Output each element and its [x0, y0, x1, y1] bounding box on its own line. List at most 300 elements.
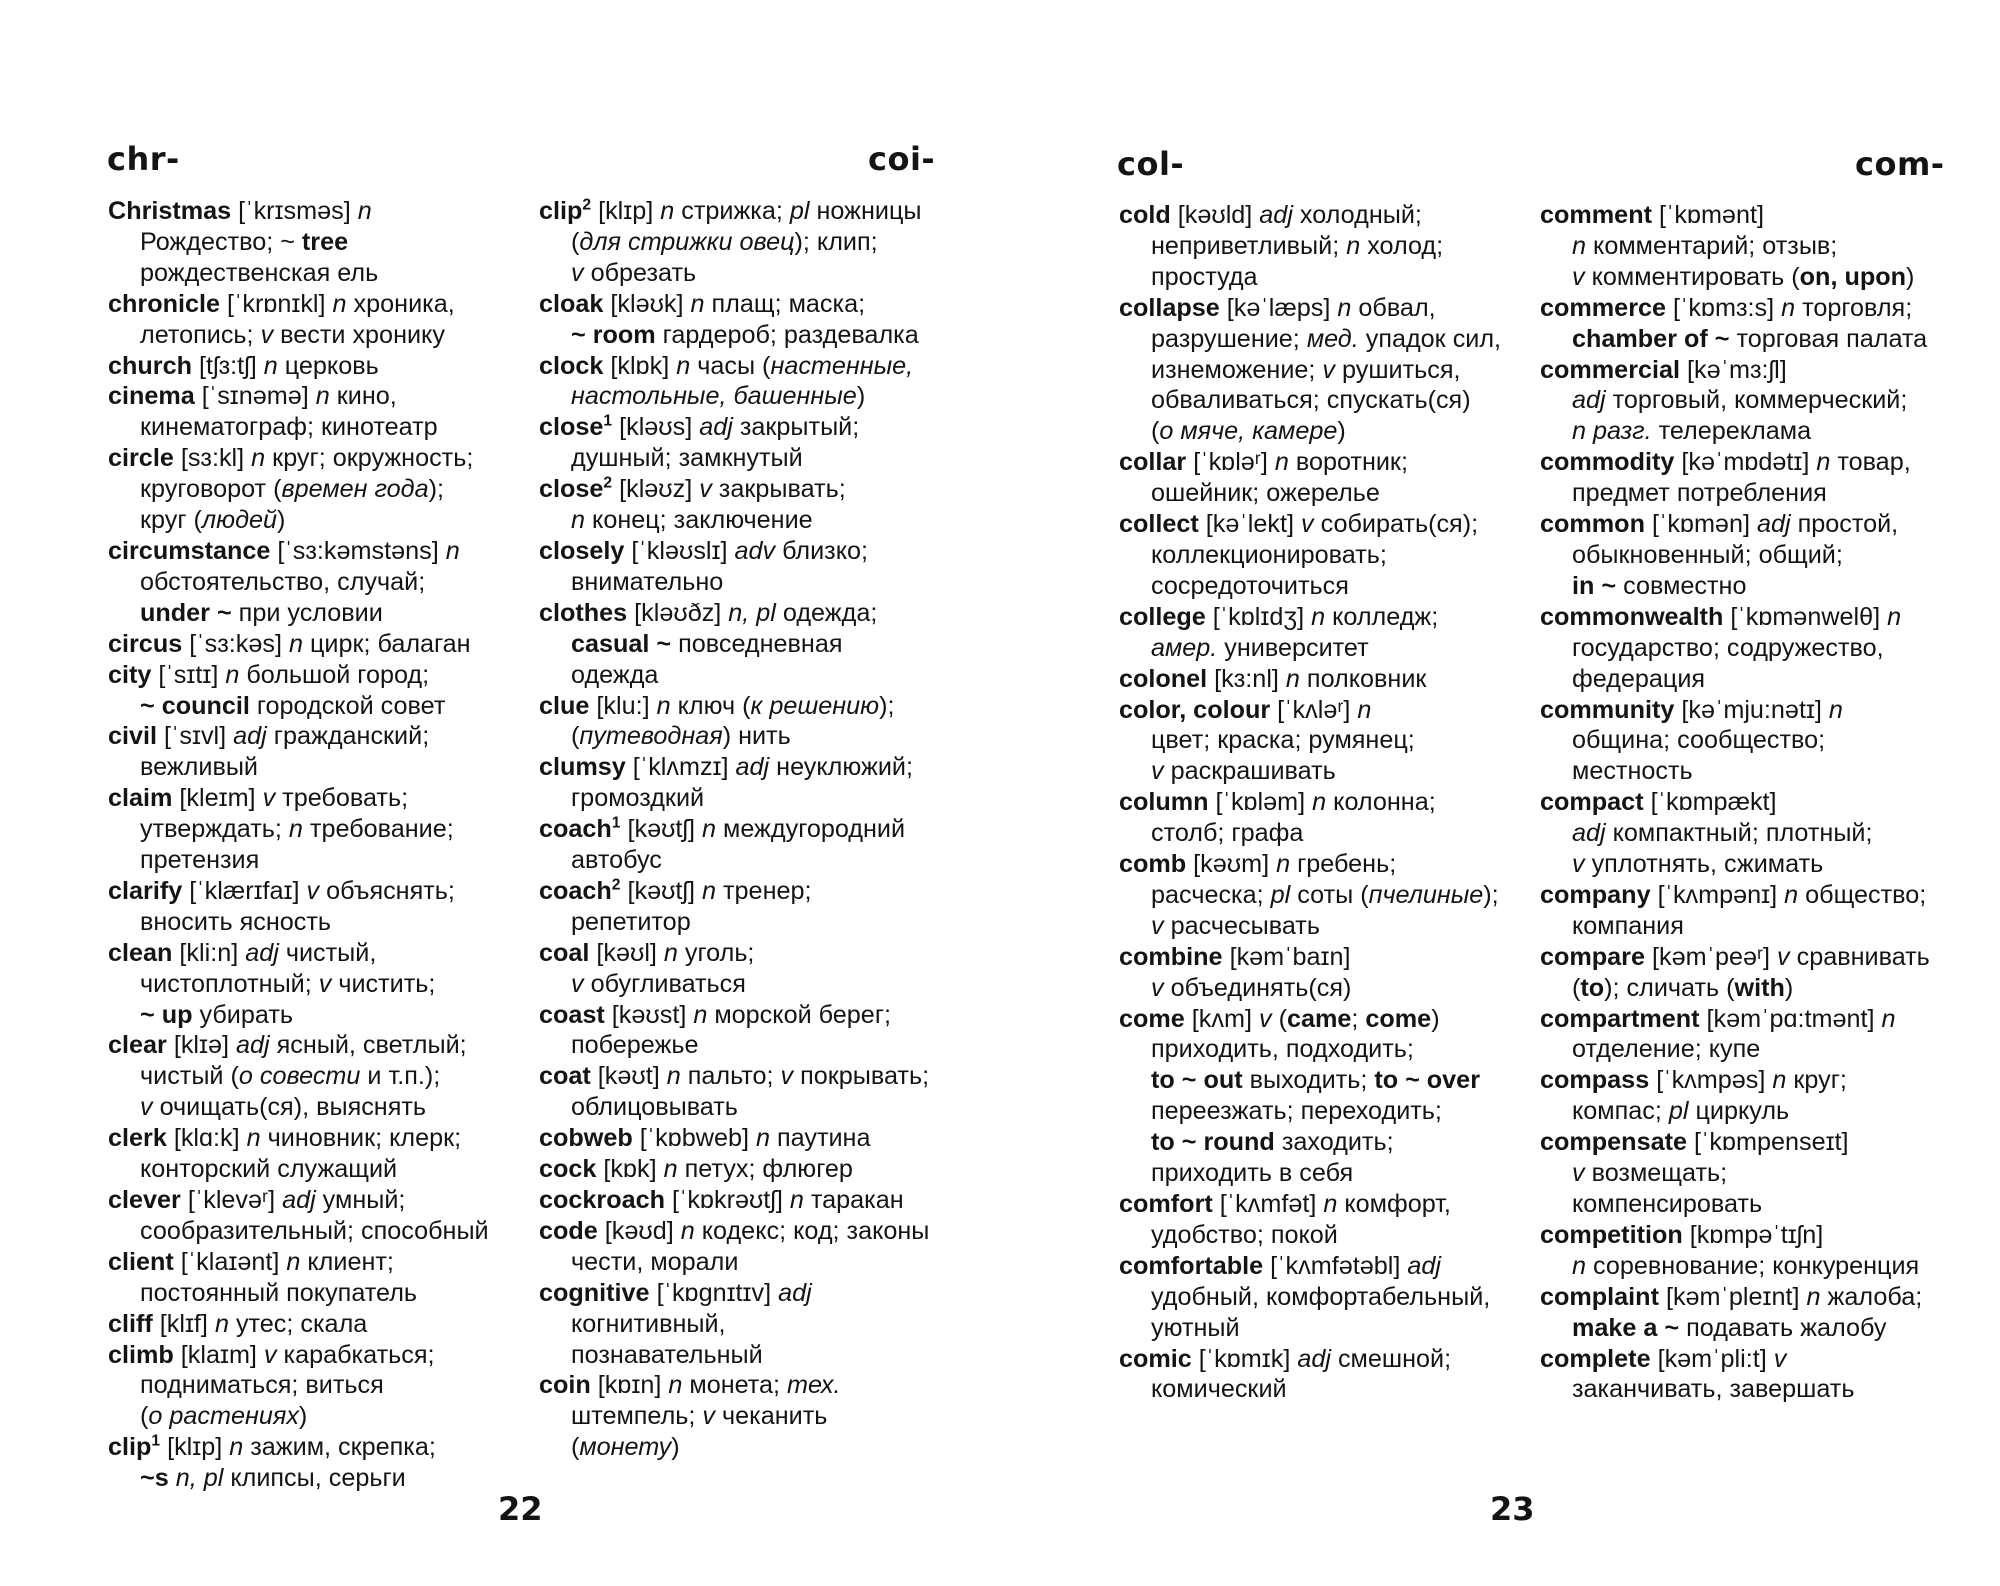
translation-text: совместно [1616, 571, 1747, 600]
entry-first-line [1540, 1282, 1960, 1313]
grammar-label: n [702, 815, 717, 844]
translation-text: [klɪp] [591, 197, 661, 225]
grammar-label: n [229, 1433, 244, 1462]
dictionary-entry [539, 412, 959, 474]
entry-continuation-line [539, 258, 959, 289]
phrase-text: in ~ [1572, 571, 1617, 600]
entry-continuation-line [539, 320, 959, 351]
grammar-label: n [660, 197, 675, 225]
entry-continuation-line [539, 783, 959, 814]
translation-text: [ˈkʌmfət] [1212, 1190, 1324, 1218]
headword: comfort [1119, 1190, 1213, 1218]
translation-text: обвал, [1351, 293, 1436, 322]
translation-text: ); клип; [794, 227, 878, 256]
entry-first-line [539, 536, 959, 567]
dictionary-entry [1119, 509, 1529, 602]
entry-continuation-line [1119, 756, 1529, 787]
headword: competition [1540, 1220, 1683, 1249]
entry-continuation-line [1540, 1158, 1960, 1189]
grammar-label: n [789, 1186, 804, 1214]
entry-first-line [539, 196, 959, 227]
translation-text: часы ( [690, 351, 771, 380]
dictionary-entry [1540, 509, 1960, 602]
entry-first-line [108, 1123, 508, 1154]
translation-text: [ˈklærɪfaɪ] [182, 876, 307, 905]
translation-text: кодекс; код; законы [694, 1216, 930, 1245]
translation-text: обугливаться [583, 969, 746, 998]
entry-continuation-line [108, 1000, 508, 1031]
dictionary-entry [108, 1030, 508, 1123]
dictionary-entry [539, 1278, 959, 1371]
translation-text: плащ; маска; [704, 289, 866, 318]
entry-first-line [539, 752, 959, 783]
grammar-label: n [445, 536, 460, 565]
translation-text: [ˈkʌmfətəbl] [1263, 1251, 1408, 1280]
translation-text: требование; [302, 815, 454, 844]
translation-text: [kli:n] [172, 938, 246, 967]
entry-continuation-line [539, 1030, 959, 1061]
grammar-label: adj [1297, 1344, 1331, 1373]
translation-text: [kəˈmɒdətɪ] [1674, 448, 1817, 477]
grammar-label: n [1887, 602, 1902, 631]
translation-text: холод; [1360, 231, 1444, 260]
entry-continuation-line [108, 320, 508, 351]
grammar-label: pl [1270, 880, 1291, 909]
translation-text: [kəʊld] [1170, 201, 1260, 229]
translation-text: [ˈkɒləʳ] [1186, 448, 1275, 477]
translation-text: [kləʊz] [612, 475, 700, 504]
headword: cold [1119, 201, 1171, 229]
translation-text: товар, [1830, 448, 1911, 477]
translation-text: приходить в себя [1151, 1159, 1354, 1188]
entry-first-line [108, 1432, 508, 1463]
phrase-text: to ~ round [1151, 1128, 1275, 1157]
entry-first-line [1540, 787, 1960, 818]
grammar-label: n [225, 660, 240, 689]
homonym-index: 2 [582, 196, 592, 214]
grammar-label: adj [245, 938, 279, 967]
translation-text: пальто; [680, 1062, 781, 1091]
entry-first-line [1119, 942, 1529, 973]
translation-text: объединять(ся) [1163, 973, 1352, 1002]
translation-text: требовать; [275, 784, 409, 813]
grammar-label: n [1274, 448, 1289, 477]
headword: coast [539, 1000, 605, 1029]
translation-text: умный; [315, 1186, 406, 1214]
grammar-label: n [214, 1309, 229, 1338]
grammar-label: v [1151, 911, 1164, 940]
homonym-index: 1 [151, 1432, 161, 1450]
translation-text: циркуль [1688, 1097, 1790, 1126]
translation-text: [kəmˈbaɪn] [1222, 942, 1351, 971]
headword: clothes [539, 598, 628, 627]
translation-text: [ˈsɜ:kəmstəns] [270, 536, 446, 565]
dictionary-entry [539, 1185, 959, 1216]
dictionary-entry [1540, 447, 1960, 509]
entry-continuation-line [1119, 1158, 1529, 1189]
dictionary-entry [108, 443, 508, 536]
translation-text: когнитивный, [571, 1309, 726, 1338]
grammar-label: n [286, 1247, 301, 1276]
translation-text: переезжать; переходить; [1151, 1097, 1442, 1126]
headword: close [539, 413, 604, 442]
grammar-label: n [755, 1124, 770, 1153]
translation-text: отделение; купе [1572, 1035, 1761, 1064]
grammar-label: n [288, 815, 303, 844]
translation-text: [ˈkɒmənt] [1651, 201, 1764, 229]
translation-text: сосредоточиться [1151, 571, 1349, 600]
grammar-label: n [1285, 664, 1300, 693]
translation-text: [ˈkɒləm] [1208, 788, 1313, 817]
grammar-label: pl [1668, 1097, 1689, 1126]
entry-first-line [1119, 1004, 1529, 1035]
entry-continuation-line [108, 474, 508, 505]
headword: collar [1119, 448, 1187, 477]
entry-continuation-line [108, 1463, 508, 1494]
headword: combine [1119, 942, 1223, 971]
translation-text: круг; окружность; [265, 444, 474, 473]
entry-first-line [1540, 1344, 1960, 1375]
entry-first-line [539, 1123, 959, 1154]
entry-continuation-line [539, 227, 959, 258]
headword: common [1540, 510, 1645, 539]
translation-text: общество; [1798, 880, 1927, 909]
translation-text: [ˈkɒkrəʊtʃ] [665, 1186, 790, 1214]
translation-text: [kləʊk] [603, 289, 691, 318]
phrase-text: to ~ over [1374, 1066, 1480, 1095]
entry-continuation-line [108, 505, 508, 536]
entry-first-line [1119, 849, 1529, 880]
translation-text: ) [298, 1402, 308, 1431]
dictionary-entry [1540, 787, 1960, 880]
grammar-label: v [1777, 942, 1790, 971]
dictionary-entry [108, 660, 508, 722]
entry-continuation-line [108, 567, 508, 598]
entry-continuation-line [108, 227, 508, 258]
translation-text: собирать(ся); [1313, 510, 1479, 539]
translation-text: ) [1337, 417, 1346, 446]
grammar-label: n [1806, 1282, 1821, 1311]
dictionary-entry [108, 381, 508, 443]
grammar-label: к решению [750, 691, 880, 720]
dictionary-entry [1540, 942, 1960, 1004]
translation-text: [ˈkɒgnɪtɪv] [649, 1278, 779, 1307]
translation-text: удобство; покой [1151, 1220, 1338, 1249]
headword: cinema [108, 382, 195, 411]
dictionary-entry [108, 1185, 508, 1247]
headword: column [1119, 788, 1209, 817]
entry-continuation-line [539, 845, 959, 876]
translation-text: громоздкий [571, 784, 705, 813]
entry-continuation-line [539, 969, 959, 1000]
translation-text: близко; [775, 536, 869, 565]
entry-continuation-line [539, 721, 959, 752]
dictionary-entry [1119, 1189, 1529, 1251]
translation-text: [ˈkʌmpəs] [1649, 1066, 1773, 1095]
entry-continuation-line [1119, 633, 1529, 664]
entry-first-line [539, 876, 959, 907]
headword: comic [1119, 1344, 1192, 1373]
translation-text: община; сообщество; [1572, 726, 1826, 755]
entry-first-line [108, 629, 508, 660]
translation-text: холодный; [1292, 201, 1422, 229]
dictionary-entry [1119, 200, 1529, 293]
dictionary-entry [1540, 200, 1960, 293]
translation-text: [kəʊl] [589, 938, 664, 967]
translation-text: коллекционировать; [1151, 540, 1387, 569]
entry-continuation-line [539, 1092, 959, 1123]
translation-text: [kɒɪn] [590, 1371, 669, 1400]
translation-text: штемпель; [571, 1402, 703, 1431]
headword: compartment [1540, 1004, 1700, 1033]
translation-text: [kləʊs] [612, 413, 700, 442]
translation-text: [kəmˈpeəʳ] [1645, 942, 1778, 971]
headword: clever [108, 1186, 181, 1214]
translation-text: ); [1483, 880, 1499, 909]
translation-text: [klɑ:k] [166, 1124, 247, 1153]
entry-continuation-line [1119, 1127, 1529, 1158]
entry-continuation-line [108, 845, 508, 876]
entry-first-line [539, 1278, 959, 1309]
grammar-label: времен года [281, 475, 429, 504]
translation-text: [ˈkrɪsməs] [231, 197, 358, 225]
entry-continuation-line [1119, 478, 1529, 509]
translation-text: разрушение; [1151, 324, 1307, 353]
grammar-label: n [663, 1155, 678, 1184]
dictionary-entry [539, 289, 959, 351]
phrase-text: ~ council [140, 691, 250, 720]
entry-continuation-line [539, 505, 959, 536]
dictionary-entry [1540, 293, 1960, 355]
grammar-label: adj [1756, 510, 1791, 539]
grammar-label: n [676, 351, 691, 380]
entry-first-line [539, 1154, 959, 1185]
translation-text: смешной; [1330, 1344, 1452, 1373]
translation-text: соты ( [1290, 880, 1369, 909]
translation-text: компенсировать [1572, 1190, 1763, 1218]
entry-continuation-line [1540, 1251, 1960, 1282]
translation-text: круговорот ( [140, 475, 282, 504]
translation-text: [kɜ:nl] [1207, 664, 1286, 693]
grammar-label: adj [235, 1031, 270, 1060]
headword: circumstance [108, 536, 271, 565]
translation-text: [kəʊtʃ] [620, 876, 702, 905]
translation-text: [kəʊst] [604, 1000, 694, 1029]
grammar-label: о растениях [148, 1402, 299, 1431]
entry-continuation-line [108, 814, 508, 845]
grammar-label: pl [789, 197, 810, 225]
translation-text: постоянный покупатель [140, 1278, 418, 1307]
grammar-label: n [663, 938, 678, 967]
translation-text: ) [277, 506, 286, 535]
grammar-label: для стрижки овец [579, 227, 795, 256]
translation-text: ; [1351, 1004, 1366, 1033]
translation-text: конторский служащий [140, 1155, 398, 1184]
translation-text: клипсы, серьги [223, 1464, 406, 1493]
headword: collapse [1119, 293, 1220, 322]
dictionary-entry [1119, 787, 1529, 849]
translation-text: уплотнять, сжимать [1584, 850, 1824, 879]
entry-first-line [539, 1370, 959, 1401]
grammar-label: n [357, 197, 372, 225]
entry-continuation-line [1119, 571, 1529, 602]
entry-continuation-line [108, 1401, 508, 1432]
entry-first-line [539, 598, 959, 629]
translation-text: сообразительный; способный [140, 1216, 489, 1245]
entry-continuation-line [1540, 725, 1960, 756]
translation-text: [kɒmpəˈtɪʃn] [1682, 1220, 1824, 1249]
headword: clock [539, 351, 604, 380]
translation-text: жалоба; [1820, 1282, 1923, 1311]
headword: compensate [1540, 1128, 1687, 1157]
headword: college [1119, 602, 1206, 631]
translation-text: одежда [571, 660, 659, 689]
entry-continuation-line [539, 629, 959, 660]
grammar-label: v [1572, 1159, 1585, 1188]
headword: commodity [1540, 448, 1675, 477]
translation-text: комфорт, [1337, 1190, 1451, 1218]
entry-first-line [108, 783, 508, 814]
phrase-text: on, upon [1799, 262, 1906, 291]
translation-text: [ˈkɒmən] [1644, 510, 1757, 539]
dictionary-entry [1119, 1344, 1529, 1406]
dictionary-entry [539, 474, 959, 536]
translation-text: убирать [192, 1000, 293, 1029]
translation-text: городской совет [249, 691, 446, 720]
dictionary-entry [1540, 1127, 1960, 1220]
guide-word-right: com- [1855, 145, 1945, 183]
entry-continuation-line [108, 691, 508, 722]
headword: collect [1119, 510, 1199, 539]
translation-text: столб; графа [1151, 819, 1304, 848]
headword: commercial [1540, 355, 1681, 384]
translation-text: [kəˈlekt] [1198, 510, 1301, 539]
translation-text: Рождество; ~ [140, 227, 302, 256]
translation-text: зажим, скрепка; [243, 1433, 436, 1462]
translation-text: [klɪə] [166, 1031, 236, 1060]
translation-text: душный; замкнутый [571, 444, 803, 473]
grammar-label: adj [1407, 1251, 1441, 1280]
dictionary-entry [1119, 1251, 1529, 1344]
entry-first-line [108, 536, 508, 567]
phrase-text: ~ up [140, 1000, 193, 1029]
entry-first-line [1540, 880, 1960, 911]
translation-text: [ˈkɒmpenseɪt] [1686, 1128, 1849, 1157]
dictionary-entry [108, 1123, 508, 1185]
translation-text: упадок сил, [1358, 324, 1502, 353]
entry-first-line [1119, 293, 1529, 324]
translation-text: летопись; [140, 320, 261, 349]
phrase-text: make a ~ [1572, 1313, 1680, 1342]
entry-continuation-line [1540, 1096, 1960, 1127]
entry-continuation-line [1540, 231, 1960, 262]
entry-continuation-line [108, 1370, 508, 1401]
grammar-label: v [260, 320, 274, 349]
translation-text: гражданский; [266, 722, 430, 751]
entry-first-line [539, 474, 959, 505]
translation-text: расческа; [1151, 880, 1271, 909]
translation-text: большой город; [239, 660, 430, 689]
translation-text: обыкновенный; общий; [1572, 540, 1843, 569]
translation-text: круг ( [140, 506, 202, 535]
translation-text: ключ ( [670, 691, 751, 720]
translation-text: чеканить [715, 1402, 828, 1431]
entry-continuation-line [108, 1216, 508, 1247]
translation-text: [ˈklevəʳ] [180, 1186, 283, 1214]
entry-first-line [108, 351, 508, 382]
translation-text: очищать(ся), выяснять [152, 1093, 427, 1122]
entry-first-line [539, 1000, 959, 1031]
translation-text: [ˈsɜ:kəs] [182, 629, 289, 658]
entry-continuation-line [1540, 571, 1960, 602]
entry-continuation-line [539, 1340, 959, 1371]
entry-continuation-line [539, 381, 959, 412]
headword: cockroach [539, 1186, 665, 1214]
entry-continuation-line [539, 1309, 959, 1340]
entry-continuation-line [1119, 1282, 1529, 1313]
translation-text: [kəˈlæps] [1219, 293, 1338, 322]
grammar-label: n [1572, 231, 1587, 260]
translation-text: при условии [231, 598, 383, 627]
entry-first-line [1119, 602, 1529, 633]
entry-first-line [1119, 1251, 1529, 1282]
entry-continuation-line [1540, 478, 1960, 509]
translation-text: ( [1271, 1004, 1287, 1033]
translation-text: кинематограф; кинотеатр [140, 413, 438, 442]
translation-text: церковь [277, 351, 379, 380]
grammar-label: v [1151, 973, 1164, 1002]
translation-text: колледж; [1325, 602, 1439, 631]
entry-continuation-line [1119, 818, 1529, 849]
headword: comfortable [1119, 1251, 1264, 1280]
translation-text: ) [671, 1433, 680, 1462]
headword: Christmas [108, 197, 232, 225]
entry-continuation-line [1119, 725, 1529, 756]
entry-first-line [108, 876, 508, 907]
dictionary-entry [1540, 1344, 1960, 1406]
translation-text: ножницы [809, 197, 922, 225]
headword: code [539, 1216, 598, 1245]
entry-first-line [108, 381, 508, 412]
entry-first-line [539, 814, 959, 845]
entry-first-line [1540, 509, 1960, 540]
grammar-label: n [1772, 1066, 1787, 1095]
dictionary-entry [108, 1432, 508, 1494]
phrase-text: under ~ [140, 598, 232, 627]
translation-text: [ˈkɒmənwelθ] [1723, 602, 1888, 631]
translation-text: колонна; [1326, 788, 1436, 817]
translation-text: покрывать; [793, 1062, 930, 1091]
translation-text: круг; [1786, 1066, 1847, 1095]
translation-text: чистоплотный; [140, 969, 319, 998]
entry-continuation-line [108, 969, 508, 1000]
headword: commerce [1540, 293, 1667, 322]
dictionary-entry [108, 196, 508, 289]
translation-text: уютный [1151, 1313, 1240, 1342]
translation-text [169, 1464, 176, 1492]
dictionary-entry [1540, 1282, 1960, 1344]
dictionary-entry [1119, 849, 1529, 942]
dictionary-entry [1119, 1004, 1529, 1189]
dictionary-entry [539, 938, 959, 1000]
translation-text: заканчивать, завершать [1572, 1375, 1855, 1404]
guide-word-left: col- [1117, 145, 1185, 183]
entry-first-line [108, 1247, 508, 1278]
grammar-label: adj [1572, 819, 1606, 848]
grammar-label: настольные, башенные [571, 382, 857, 411]
translation-text: соревнование; конкуренция [1586, 1251, 1920, 1280]
dictionary-entry [539, 1000, 959, 1062]
